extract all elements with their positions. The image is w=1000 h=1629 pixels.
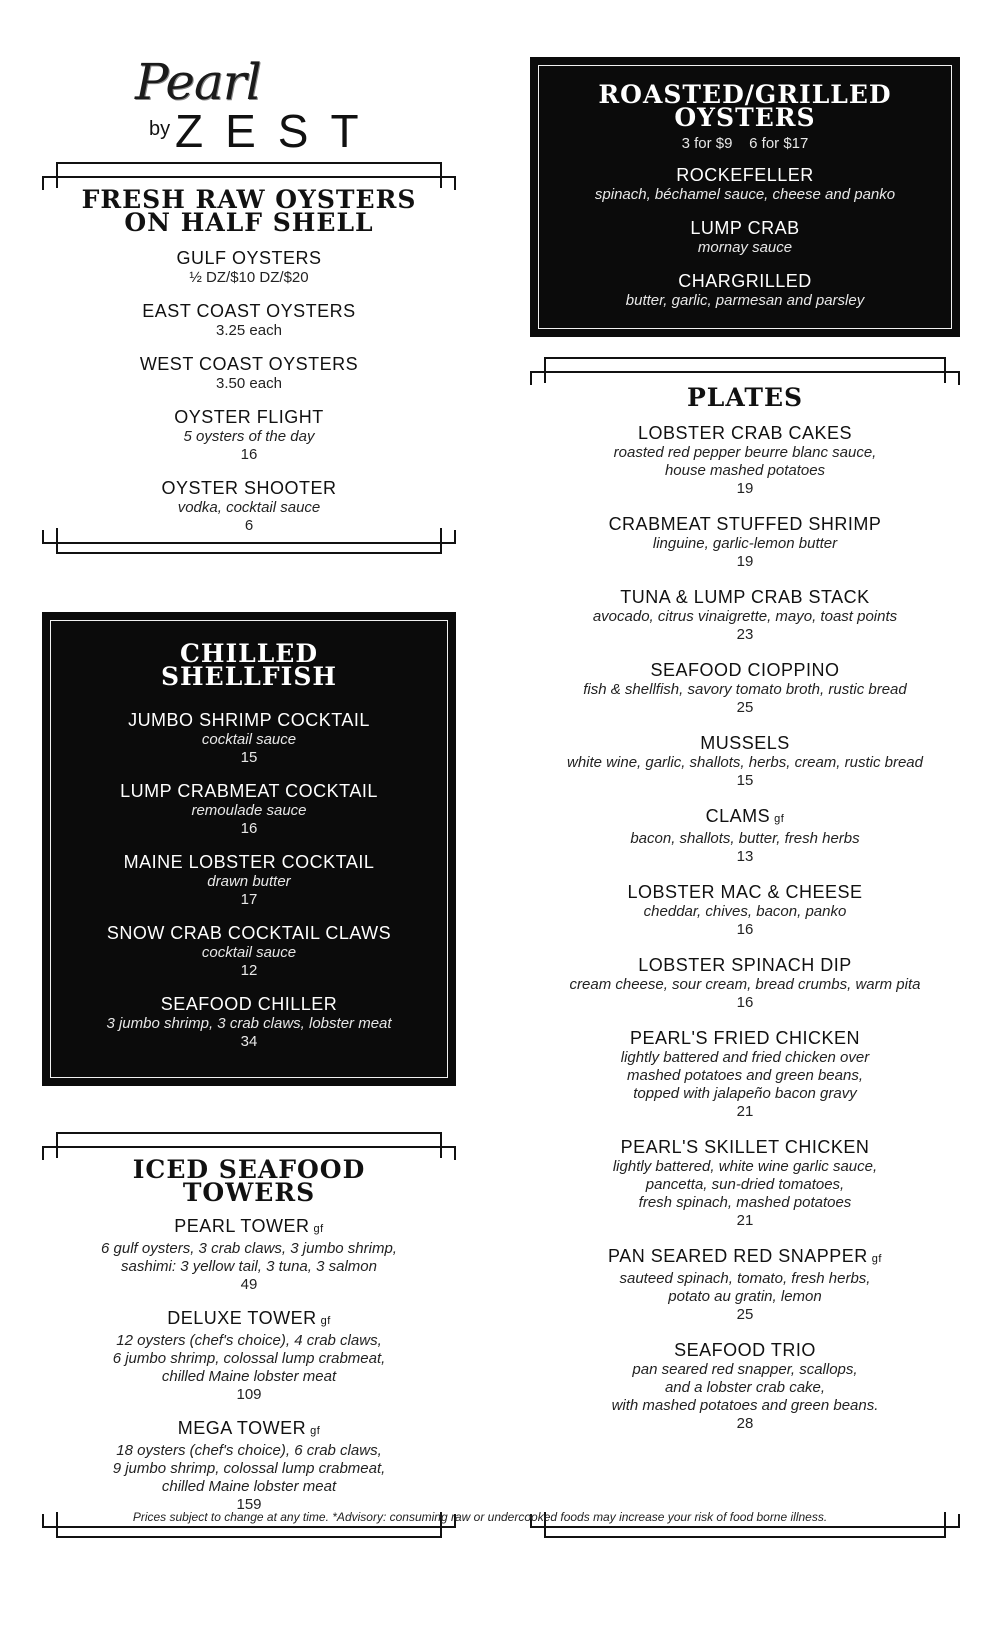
item-price: 25 <box>736 1306 754 1323</box>
item-price: 19 <box>736 480 754 497</box>
item-description: lightly battered and fried chicken over <box>620 1049 870 1066</box>
item-price: 19 <box>736 553 754 570</box>
item-name: SEAFOOD CIOPPINO <box>650 660 840 680</box>
item-name: CRABMEAT STUFFED SHRIMP <box>608 514 882 534</box>
menu-item <box>530 514 960 571</box>
item-price: 21 <box>736 1212 754 1229</box>
item-price: 6 <box>244 517 254 534</box>
item-name-text: PEARL TOWER <box>174 1216 310 1236</box>
item-description: house mashed potatoes <box>664 462 826 479</box>
raw-oysters-section <box>42 185 456 535</box>
item-price: 17 <box>240 891 258 908</box>
item-description: cream cheese, sour cream, bread crumbs, warm pita <box>569 976 921 993</box>
item-name: SEAFOOD CHILLER <box>160 994 338 1014</box>
item-name: TUNA & LUMP CRAB STACK <box>620 587 870 607</box>
menu-item <box>530 882 960 939</box>
item-price: 16 <box>240 446 258 463</box>
item-price: 13 <box>736 848 754 865</box>
item-price: 3.25 each <box>216 322 282 339</box>
item-name: OYSTER SHOOTER <box>161 478 337 498</box>
section-title-roasted: ROASTED/GRILLED OYSTERS <box>598 80 892 132</box>
gluten-free-badge: gf <box>310 1425 321 1437</box>
item-description: sauteed spinach, tomato, fresh herbs, <box>619 1270 871 1287</box>
item-description: mashed potatoes and green beans, <box>626 1067 863 1084</box>
menu-item <box>42 354 456 393</box>
item-price: 49 <box>240 1276 258 1293</box>
item-description: chilled Maine lobster meat <box>161 1478 337 1495</box>
menu-item <box>42 1216 456 1294</box>
menu-item <box>530 587 960 644</box>
item-name: CHARGRILLED <box>678 271 812 291</box>
gluten-free-badge: gf <box>313 1223 324 1235</box>
section-title-raw-oysters: FRESH RAW OYSTERS ON HALF SHELL <box>81 185 417 237</box>
item-name: ROCKEFELLER <box>676 165 814 185</box>
menu-item <box>42 710 456 767</box>
item-name <box>42 1216 456 1240</box>
item-name: EAST COAST OYSTERS <box>142 301 356 321</box>
item-description: cocktail sauce <box>201 731 297 748</box>
item-name: JUMBO SHRIMP COCKTAIL <box>128 710 370 730</box>
item-description: fresh spinach, mashed potatoes <box>638 1194 852 1211</box>
item-price: 34 <box>240 1033 258 1050</box>
menu-item <box>530 165 960 204</box>
item-description: chilled Maine lobster meat <box>161 1368 337 1385</box>
item-price: 3.50 each <box>216 375 282 392</box>
item-price: 25 <box>736 699 754 716</box>
menu-item <box>530 806 960 866</box>
item-name: GULF OYSTERS <box>176 248 322 268</box>
chilled-shellfish-section <box>42 639 456 1051</box>
item-price: 16 <box>736 921 754 938</box>
menu-item <box>530 271 960 310</box>
item-price: 109 <box>236 1386 262 1403</box>
item-description: vodka, cocktail sauce <box>177 499 321 516</box>
gluten-free-badge: gf <box>871 1253 882 1265</box>
roasted-oysters-box <box>530 57 960 337</box>
item-description: cheddar, chives, bacon, panko <box>643 903 847 920</box>
item-price: 16 <box>240 820 258 837</box>
item-description: 6 jumbo shrimp, colossal lump crabmeat, <box>112 1350 386 1367</box>
item-description: 3 jumbo shrimp, 3 crab claws, lobster meat <box>106 1015 392 1032</box>
roasted-oysters-section <box>530 80 960 310</box>
menu-item <box>42 1418 456 1514</box>
menu-item <box>42 301 456 340</box>
item-name: PEARL'S FRIED CHICKEN <box>630 1028 860 1048</box>
item-name: SEAFOOD TRIO <box>674 1340 816 1360</box>
menu-item <box>530 1246 960 1324</box>
menu-item <box>530 218 960 257</box>
item-description: and a lobster crab cake, <box>664 1379 826 1396</box>
menu-item <box>42 994 456 1051</box>
item-description: mornay sauce <box>697 239 793 256</box>
menu-item <box>42 407 456 464</box>
item-description: pan seared red snapper, scallops, <box>632 1361 858 1378</box>
item-name: LOBSTER SPINACH DIP <box>638 955 852 975</box>
item-name: WEST COAST OYSTERS <box>139 354 359 374</box>
item-name-text: CLAMS <box>705 806 771 826</box>
item-price: 159 <box>236 1496 262 1513</box>
item-name <box>42 1418 456 1442</box>
plates-section <box>530 383 960 1433</box>
item-description: fish & shellfish, savory tomato broth, rustic bread <box>583 681 907 698</box>
menu-item <box>530 1137 960 1230</box>
item-name: LUMP CRABMEAT COCKTAIL <box>120 781 378 801</box>
item-name <box>42 1308 456 1332</box>
item-name: SNOW CRAB COCKTAIL CLAWS <box>106 923 392 943</box>
logo <box>135 52 381 157</box>
item-description: linguine, garlic-lemon butter <box>652 535 838 552</box>
menu-item <box>42 248 456 287</box>
item-description: roasted red pepper beurre blanc sauce, <box>613 444 877 461</box>
item-price: 21 <box>736 1103 754 1120</box>
item-name: OYSTER FLIGHT <box>174 407 324 427</box>
towers-section <box>42 1155 456 1514</box>
item-name: MUSSELS <box>700 733 790 753</box>
item-name-text: PAN SEARED RED SNAPPER <box>608 1246 868 1266</box>
section-title-plates: PLATES <box>686 383 804 412</box>
item-description: drawn butter <box>207 873 291 890</box>
menu-item <box>530 733 960 790</box>
item-description: cocktail sauce <box>201 944 297 961</box>
menu-item <box>530 955 960 1012</box>
gluten-free-badge: gf <box>774 813 785 825</box>
item-description: with mashed potatoes and green beans. <box>611 1397 879 1414</box>
item-description: white wine, garlic, shallots, herbs, cream, rustic bread <box>567 754 923 771</box>
menu-item <box>530 423 960 498</box>
item-name: PEARL'S SKILLET CHICKEN <box>620 1137 870 1157</box>
item-description: pancetta, sun-dried tomatoes, <box>645 1176 845 1193</box>
item-name-text: MEGA TOWER <box>177 1418 307 1438</box>
item-price: ½ DZ/$10 DZ/$20 <box>189 269 309 286</box>
item-description: 6 gulf oysters, 3 crab claws, 3 jumbo shrimp, <box>101 1240 397 1257</box>
item-description: spinach, béchamel sauce, cheese and panko <box>594 186 896 203</box>
menu-item <box>530 1340 960 1433</box>
item-description: avocado, citrus vinaigrette, mayo, toast points <box>592 608 898 625</box>
item-description: potato au gratin, lemon <box>668 1288 822 1305</box>
item-description: 12 oysters (chef's choice), 4 crab claws, <box>116 1332 382 1349</box>
item-name: LUMP CRAB <box>690 218 800 238</box>
item-description: remoulade sauce <box>191 802 307 819</box>
item-description: sashimi: 3 yellow tail, 3 tuna, 3 salmon <box>121 1258 377 1275</box>
chilled-shellfish-box <box>42 612 456 1086</box>
item-name <box>530 1246 960 1270</box>
item-description: 18 oysters (chef's choice), 6 crab claws, <box>116 1442 382 1459</box>
item-description: topped with jalapeño bacon gravy <box>633 1085 857 1102</box>
logo-by: by <box>149 118 171 140</box>
section-title-chilled: CHILLED SHELLFISH <box>160 639 337 691</box>
item-price: 15 <box>736 772 754 789</box>
item-name: MAINE LOBSTER COCKTAIL <box>123 852 375 872</box>
menu-item <box>42 923 456 980</box>
menu-item <box>42 852 456 909</box>
advisory-footer: Prices subject to change at any time. *Advisory: consuming raw or undercooked foods may increase your risk of food borne illness. <box>132 1510 828 1524</box>
item-name-text: DELUXE TOWER <box>167 1308 317 1328</box>
logo-script: Pearl <box>135 53 261 111</box>
item-name: LOBSTER MAC & CHEESE <box>627 882 863 902</box>
menu-item <box>530 660 960 717</box>
item-description: butter, garlic, parmesan and parsley <box>625 292 865 309</box>
roasted-pricing: 3 for $9 6 for $17 <box>681 135 809 152</box>
menu-item <box>530 1028 960 1121</box>
item-price: 16 <box>736 994 754 1011</box>
menu-item <box>42 781 456 838</box>
item-description: 9 jumbo shrimp, colossal lump crabmeat, <box>112 1460 386 1477</box>
item-price: 23 <box>736 626 754 643</box>
item-name <box>530 806 960 830</box>
item-price: 12 <box>240 962 258 979</box>
item-description: lightly battered, white wine garlic sauce, <box>612 1158 878 1175</box>
item-price: 28 <box>736 1415 754 1432</box>
item-description: bacon, shallots, butter, fresh herbs <box>630 830 860 847</box>
item-name: LOBSTER CRAB CAKES <box>637 423 853 443</box>
gluten-free-badge: gf <box>320 1315 331 1327</box>
logo-brand: ZEST <box>175 105 381 157</box>
menu-item <box>42 478 456 535</box>
menu-item <box>42 1308 456 1404</box>
item-price: 15 <box>240 749 258 766</box>
section-title-towers: ICED SEAFOOD TOWERS <box>132 1155 366 1207</box>
item-description: 5 oysters of the day <box>183 428 315 445</box>
